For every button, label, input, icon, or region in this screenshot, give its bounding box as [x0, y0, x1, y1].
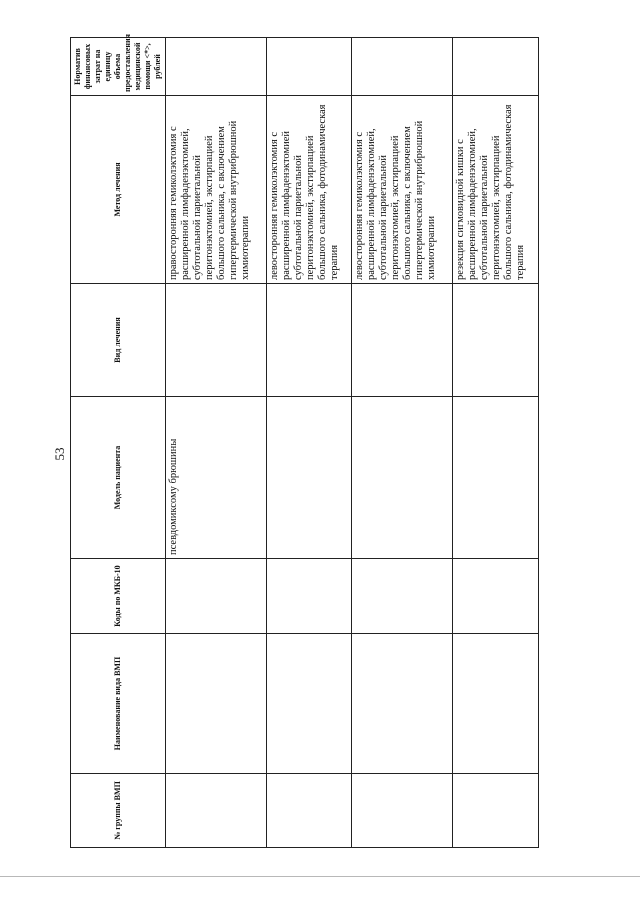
cell-vmp-name [453, 634, 539, 774]
cell-patient-model [453, 397, 539, 559]
header-treatment-method: Метод лечения [71, 96, 166, 284]
header-patient-model: Модель пациента [71, 397, 166, 559]
cell-cost-norm [453, 38, 539, 96]
cell-treatment-method: левосторонняя гемиколэктомия с расширенной лимфаденэктомией, субтотальной париетальной перитонэктомией, экстирпацией большого сальника, с включением гипертермической внутрибрюшной химиотерапии [352, 96, 453, 284]
cell-group-no [453, 774, 539, 848]
cell-vmp-name [267, 634, 352, 774]
table-header-row [71, 38, 166, 848]
cell-group-no [267, 774, 352, 848]
rotated-table-container [70, 34, 526, 848]
cell-vmp-name [166, 634, 267, 774]
header-icd-codes: Коды по МКБ-10 [71, 559, 166, 634]
cell-icd-codes [267, 559, 352, 634]
cell-treatment-method: левосторонняя гемиколэктомия с расширенной лимфаденэктомией субтотальной париетальной перитонэктомией, экстирпацией большого сальника, фотодинамическая терапия [267, 96, 352, 284]
cell-patient-model [352, 397, 453, 559]
vmp-table [70, 34, 539, 848]
cell-patient-model: псевдомиксому брюшины [166, 397, 267, 559]
cell-icd-codes [453, 559, 539, 634]
cell-treatment-type [352, 284, 453, 397]
cell-icd-codes [352, 559, 453, 634]
cell-vmp-name [352, 634, 453, 774]
header-cost-norm: Норматив финансовых затрат на единицу объема предоставления медицинской помощи <*>, рублей [71, 38, 166, 96]
cell-treatment-type [166, 284, 267, 397]
header-vmp-name: Наименование вида ВМП [71, 634, 166, 774]
cell-cost-norm [267, 38, 352, 96]
table-row [453, 38, 539, 848]
cell-treatment-type [267, 284, 352, 397]
table-row [267, 38, 352, 848]
table-row [352, 38, 453, 848]
cell-treatment-type [453, 284, 539, 397]
cell-group-no [352, 774, 453, 848]
cell-treatment-method: резекция сигмовидной кишки с расширенной лимфаденэктомией, субтотальной париетальной перитонэктомией, экстирпацией большого сальника, фотодинамическая терапия [453, 96, 539, 284]
cell-cost-norm [352, 38, 453, 96]
cell-group-no [166, 774, 267, 848]
page-number: 53 [52, 447, 67, 461]
cell-treatment-method: правосторонняя гемиколэктомия с расширенной лимфаденэктомией, субтотальной париетальной перитонэктомией, экстирпацией большого сальника, с включением гипертермической внутрибрюшной химиотерапии [166, 96, 267, 284]
header-treatment-type: Вид лечения [71, 284, 166, 397]
cell-cost-norm [166, 38, 267, 96]
cell-icd-codes [166, 559, 267, 634]
cell-patient-model [267, 397, 352, 559]
header-group-no: № группы ВМП [71, 774, 166, 848]
page-bottom-divider [0, 876, 640, 877]
table-row [166, 38, 267, 848]
